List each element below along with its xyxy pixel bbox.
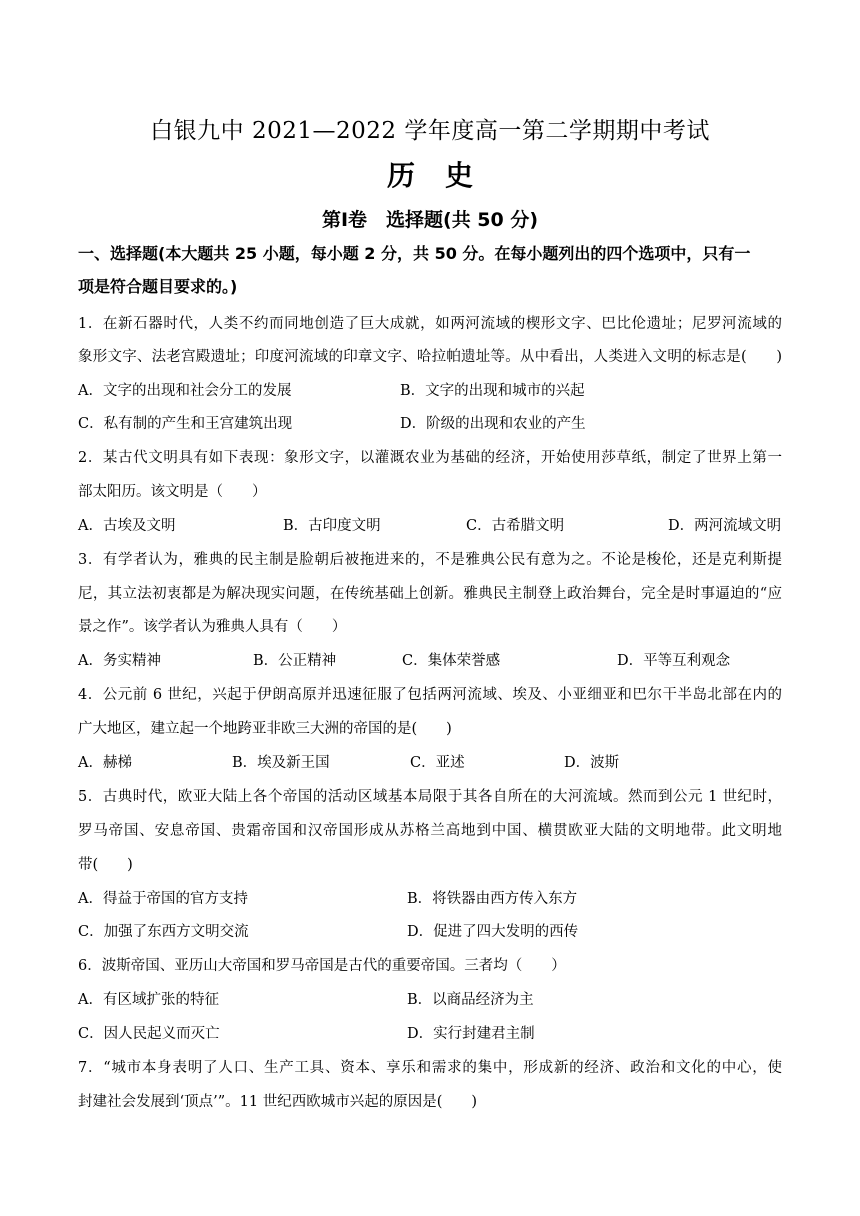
question-5-option-d: D．促进了四大发明的西传 (407, 924, 579, 940)
question-6-option-a: A．有区域扩张的特征 (78, 992, 219, 1008)
section-heading-line-1: 一、选择题(本大题共 25 小题，每小题 2 分，共 50 分。在每小题列出的四个选项中，只有一 (78, 244, 751, 263)
question-2-option-c: C．古希腊文明 (466, 518, 565, 534)
question-5-stem-line-3: 带( ) (78, 857, 133, 873)
question-3-option-d: D．平等互利观念 (617, 653, 731, 669)
question-2-option-d: D．两河流域文明 (668, 518, 782, 534)
question-1-option-c: C．私有制的产生和王宫建筑出现 (78, 416, 293, 432)
question-5-option-b: B．将铁器由西方传入东方 (407, 891, 578, 907)
question-5-stem-line-2: 罗马帝国、安息帝国、贵霜帝国和汉帝国形成从苏格兰高地到中国、横贯欧亚大陆的文明地带。此文明地 (78, 823, 782, 839)
question-6-option-c: C．因人民起义而灭亡 (78, 1026, 220, 1042)
question-3-option-b: B．公正精神 (253, 653, 337, 669)
section-heading-line-2: 项是符合题目要求的。) (78, 277, 238, 296)
question-1-stem-line-2: 象形文字、法老宫殿遗址；印度河流域的印章文字、哈拉帕遗址等。从中看出，人类进入文明的标志是( ) (78, 349, 782, 365)
subject-title: 历史 (386, 159, 503, 192)
part-title: 第Ⅰ卷 选择题(共 50 分) (321, 209, 539, 231)
question-5-stem-line-1: 5．古典时代，欧亚大陆上各个帝国的活动区域基本局限于其各自所在的大河流域。然而到公元 1 世纪时， (78, 789, 782, 805)
question-3-option-c: C．集体荣誉感 (402, 653, 501, 669)
question-7-stem-line-1: 7．“城市本身表明了人口、生产工具、资本、享乐和需求的集中，形成新的经济、政治和文化的中心，使 (78, 1060, 782, 1076)
question-1-stem-line-1: 1．在新石器时代，人类不约而同地创造了巨大成就，如两河流域的楔形文字、巴比伦遗址；尼罗河流域的 (78, 316, 782, 332)
question-4-option-c: C．亚述 (410, 755, 465, 771)
question-1-option-d: D．阶级的出现和农业的产生 (400, 416, 586, 432)
question-4-option-a: A．赫梯 (78, 755, 132, 771)
question-1-option-a: A．文字的出现和社会分工的发展 (78, 383, 292, 399)
question-3-stem-line-1: 3．有学者认为，雅典的民主制是脸朝后被拖进来的，不是雅典公民有意为之。不论是梭伦，还是克利斯提 (78, 552, 782, 568)
question-3-stem-line-3: 景之作”。该学者认为雅典人具有（ ） (78, 619, 347, 635)
question-2-option-b: B．古印度文明 (283, 518, 381, 534)
exam-title: 白银九中 2021—2022 学年度高一第二学期期中考试 (150, 118, 710, 144)
question-6-stem-line-1: 6．波斯帝国、亚历山大帝国和罗马帝国是古代的重要帝国。三者均（ ） (78, 958, 566, 974)
question-1-option-b: B．文字的出现和城市的兴起 (400, 383, 585, 399)
question-4-stem-line-1: 4．公元前 6 世纪，兴起于伊朗高原并迅速征服了包括两河流域、埃及、小亚细亚和巴尔干半岛北部在内的 (78, 687, 782, 703)
question-2-option-a: A．古埃及文明 (78, 518, 176, 534)
question-2-stem-line-2: 部太阳历。该文明是（ ） (78, 484, 267, 500)
question-3-stem-line-2: 尼，其立法初衷都是为解决现实问题，在传统基础上创新。雅典民主制登上政治舞台，完全是时事逼迫的“应 (78, 586, 782, 602)
question-6-option-d: D．实行封建君主制 (407, 1026, 535, 1042)
question-5-option-c: C．加强了东西方文明交流 (78, 924, 249, 940)
question-4-stem-line-2: 广大地区，建立起一个地跨亚非欧三大洲的帝国的是( ) (78, 721, 452, 737)
question-6-option-b: B．以商品经济为主 (407, 992, 534, 1008)
question-4-option-b: B．埃及新王国 (232, 755, 330, 771)
question-4-option-d: D．波斯 (564, 755, 620, 771)
question-7-stem-line-2: 封建社会发展到‘顶点’”。11 世纪西欧城市兴起的原因是( ) (78, 1094, 478, 1110)
question-3-option-a: A．务实精神 (78, 653, 161, 669)
question-5-option-a: A．得益于帝国的官方支持 (78, 891, 248, 907)
question-2-stem-line-1: 2．某古代文明具有如下表现：象形文字，以灌溉农业为基础的经济，开始使用莎草纸，制定了世界上第一 (78, 450, 782, 466)
